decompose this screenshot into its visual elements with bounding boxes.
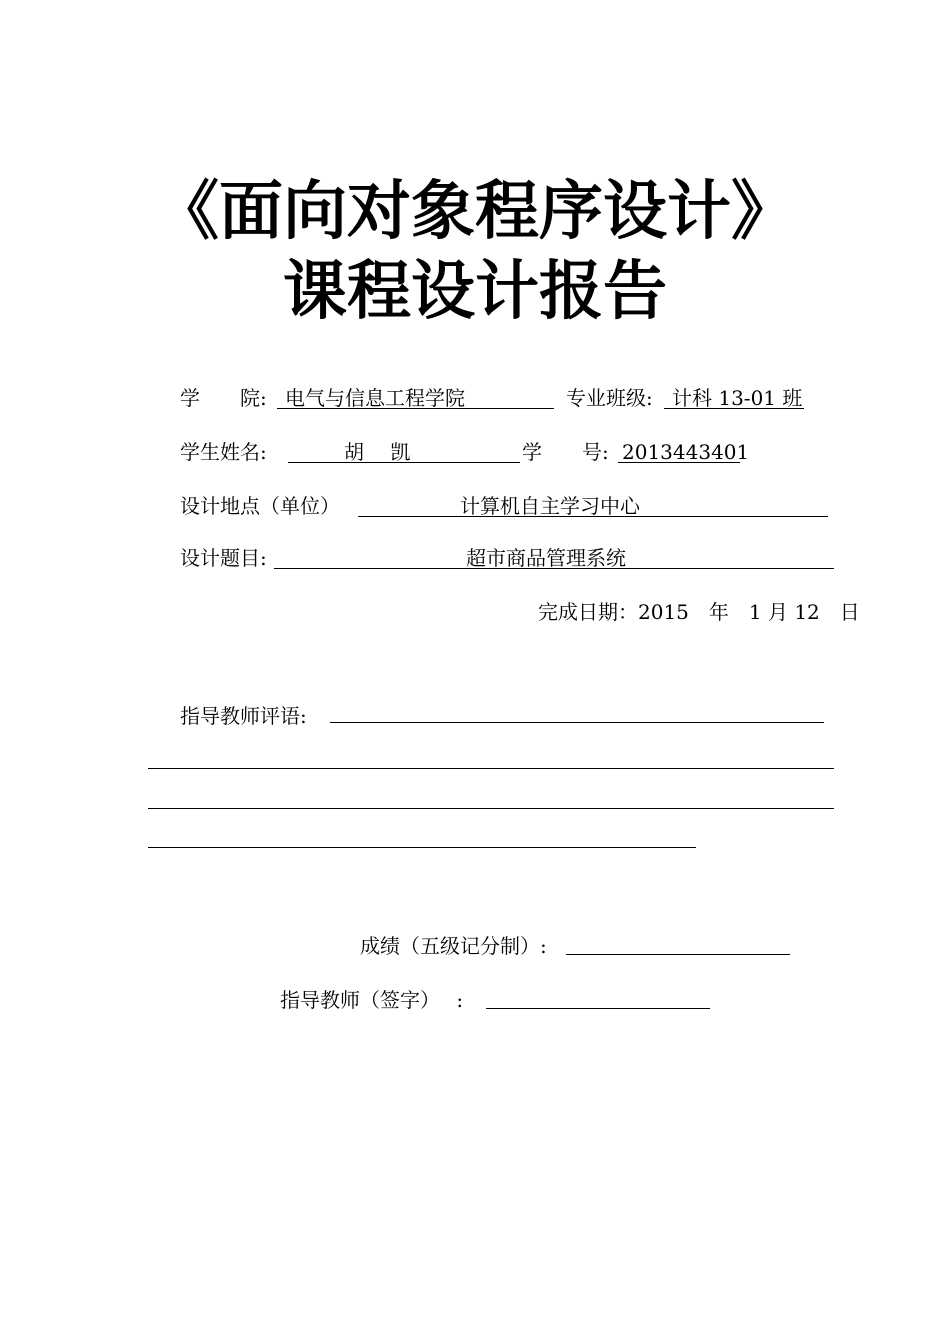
location-label: 设计地点（单位）: [180, 494, 340, 518]
college-value: 电气与信息工程学院: [285, 386, 465, 410]
class-label: 专业班级:: [566, 386, 653, 410]
topic-label: 设计题目:: [180, 546, 267, 570]
college-label: 学 院:: [180, 386, 267, 410]
comments-underline: [330, 722, 824, 723]
id-underline: [618, 462, 740, 463]
location-underline: [358, 516, 828, 517]
comments-line-3: [148, 847, 696, 848]
id-label: 学 号:: [522, 440, 609, 464]
location-value: 计算机自主学习中心: [460, 494, 640, 518]
class-underline: [664, 408, 804, 409]
comments-line-2: [148, 808, 834, 809]
name-underline: [288, 462, 520, 463]
signature-underline: [486, 1008, 710, 1009]
signature-label: 指导教师（签字） :: [280, 988, 464, 1012]
title-line-1: 《面向对象程序设计》: [155, 175, 795, 249]
grade-label: 成绩（五级记分制）:: [360, 934, 547, 958]
name-value: 胡 凯: [344, 440, 411, 464]
topic-underline: [274, 568, 834, 569]
class-value: 计科 13-01 班: [672, 386, 803, 410]
completion-date: 完成日期：2015 年 1 月 12 日: [538, 600, 860, 624]
comments-label: 指导教师评语:: [180, 704, 307, 728]
id-value: 2013443401: [622, 440, 750, 464]
grade-underline: [566, 954, 790, 955]
title-line-2: 课程设计报告: [283, 255, 667, 329]
comments-line-1: [148, 768, 834, 769]
college-underline: [277, 408, 554, 409]
name-label: 学生姓名:: [180, 440, 267, 464]
topic-value: 超市商品管理系统: [466, 546, 626, 570]
